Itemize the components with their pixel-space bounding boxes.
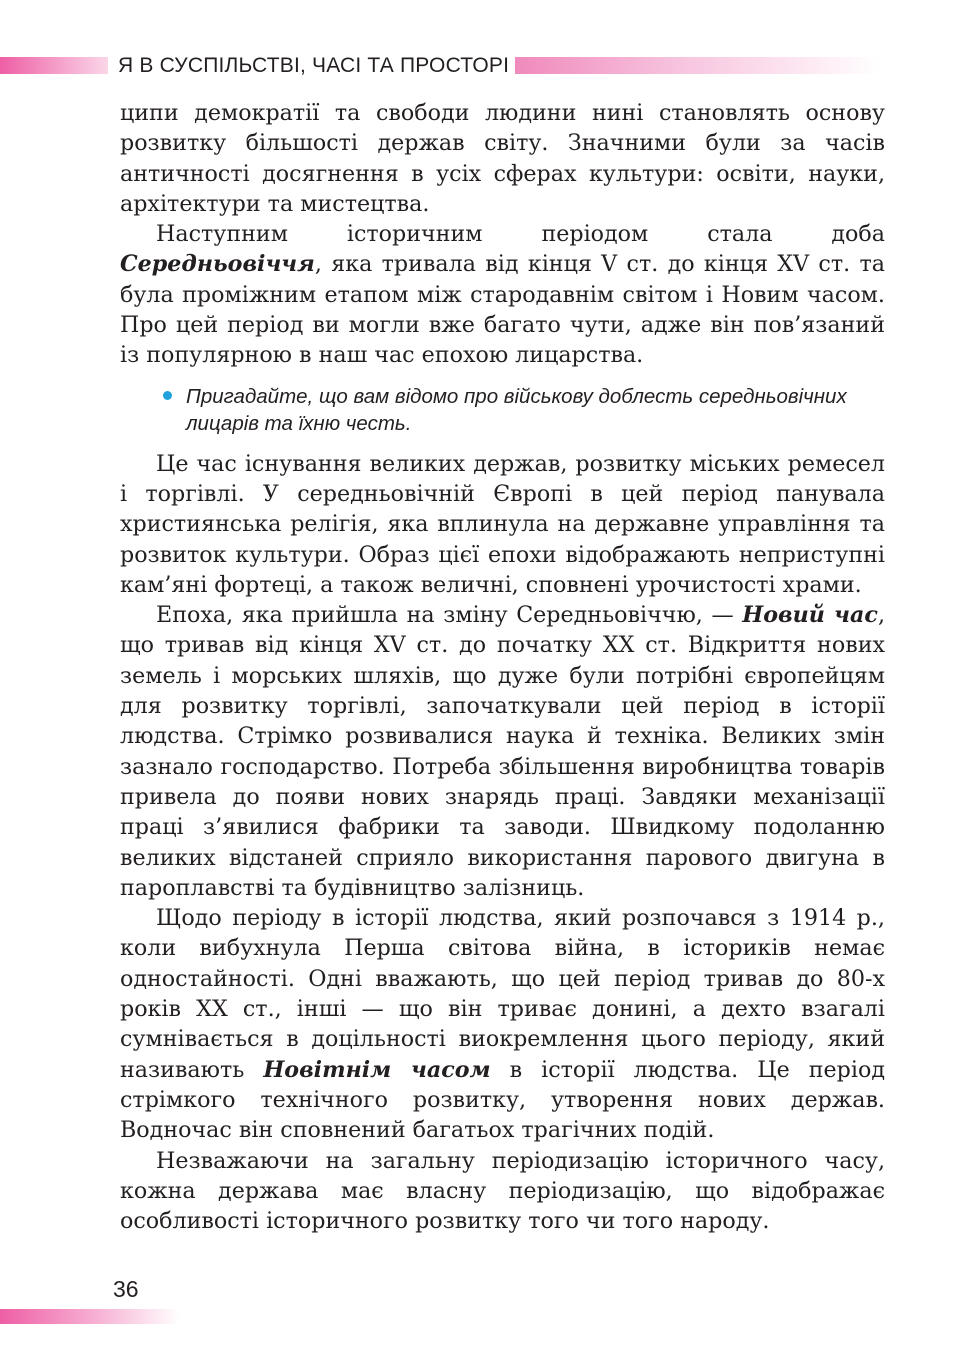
question-text: Пригадайте, що вам відомо про військову доблесть середньовічних лицарів та їхню честь. [186,384,847,435]
header-stripe-left [0,57,108,74]
footer-stripe [0,1309,180,1324]
bullet-dot-icon [163,391,172,400]
paragraph-newest-time [120,903,885,1145]
term-new-time: Новий час [742,602,878,629]
question-bullet [120,383,885,437]
paragraph-new-time [120,600,885,903]
paragraph-text: в історії людства. Це період стрімкого технічного розвитку, утворення нових держав. Водночас він сповнений багатьох трагічних подій. [120,1056,885,1144]
term-middle-ages: Середньовіччя [120,251,315,278]
paragraph-periodization: Незважаючи на загальну періодизацію історичного часу, кожна держава має власну періодизацію, що відображає особливості історичного розвитку того чи того народу. [120,1147,885,1235]
paragraph-text: Наступним історичним періодом стала доба [156,221,885,248]
paragraph-middle-ages [120,219,885,370]
paragraph-text: , що тривав від кінця XV ст. до початку XX ст. Відкриття нових земель і морських шляхів, що дуже були потрібні європейцям для розвитку торгівлі, започаткували цей період в історії людства. Стрімко розвивалися наука й техніка. Великих змін зазнало господарство. Потреба збільшення виробництва товарів привела до появи нових знарядь праці. Завдяки механізації праці з’явилися фабрики та заводи. Швидкому подоланню великих відстаней сприяло використання парового двигуна в пароплавстві та будівництво залізниць. [120,602,885,901]
term-newest-time: Новітнім часом [263,1056,491,1083]
header-stripe-right [515,57,880,74]
paragraph-great-states: Це час існування великих держав, розвитку міських ремесел і торгівлі. У середньовічній Європі в цей період панувала християнська релігія, яка вплинула на державне управління та розвиток культури. Образ цієї епохи відображають неприступні кам’яні фортеці, а також величні, сповнені урочистості храми. [120,450,885,598]
paragraph-democracy: ципи демократії та свободи людини нині становлять основу розвитку більшості держав світу. Значними були за часів античності досягнення в усіх сферах культури: освіти, науки, архітектури та мистецтва. [120,100,885,217]
paragraph-text: Епоха, яка прийшла на зміну Середньовіччю, — [156,602,743,629]
paragraph-text: , яка тривала від кінця V ст. до кінця XV ст. та була проміжним етапом між стародавнім світом і Новим часом. Про цей період ви могли вже багато чути, адже він пов’язаний із популярною в наш час епохою лицарства. [120,251,885,369]
section-title: Я В СУСПІЛЬСТВІ, ЧАСІ ТА ПРОСТОРІ [118,54,510,77]
page-number: 36 [113,1276,139,1302]
page-body [120,98,885,1236]
paragraph-text: Щодо періоду в історії людства, який розпочався з 1914 р., коли вибухнула Перша світова війна, в істориків немає одностайності. Одні вважають, що цей період тривав до 80-х років XX ст., інші — що він триває донині, а дехто взагалі сумнівається в доцільності виокремлення цього періоду, який називають [120,905,885,1083]
